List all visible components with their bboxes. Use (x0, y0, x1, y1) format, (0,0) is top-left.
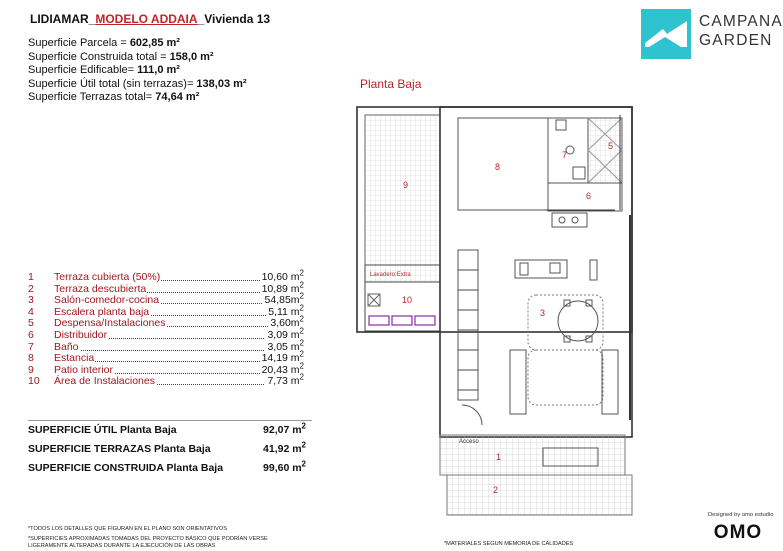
note-materiales: *MATERIALES SEGUN MEMORIA DE CALIDADES (444, 541, 574, 547)
logo-text (699, 12, 783, 50)
legend-row: 9 Patio interior 20,43 $m^2$ (28, 361, 304, 376)
legend-row: 10 Área de Instalaciones 7,73 $m^2$ (28, 372, 304, 388)
title-model: MODELO ADDAIA (95, 12, 198, 26)
logo-line-2: GARDEN (699, 32, 773, 49)
svg-text:OMO: OMO (713, 522, 763, 542)
designed-by-text: Designed by omo estudio (708, 512, 774, 518)
legend-row: 8 Estancia 14,19 $m^2$ (28, 349, 304, 365)
note-superficies: *SUPERFICIES APROXIMADAS TOMADAS DEL PROYECTO BÁSICO QUE PODRÍAN VERSE (28, 536, 268, 542)
legend-row: 2 Terraza descubierta 10,89 $m^2$ (28, 280, 304, 295)
total-row-util: SUPERFICIE ÚTIL Planta Baja 92,07 $m^2$ (28, 420, 312, 440)
spec-terrazas: Superficie Terrazas total= 74,64 m² (28, 91, 200, 103)
legend-row: 3 Salón-comedor-cocina $54,85m^2$ (28, 291, 304, 307)
logo-line-1: CAMPANA (699, 13, 783, 30)
title-suffix: _Vivienda 13 (197, 12, 271, 26)
total-row-terrazas: SUPERFICIE TERRAZAS Planta Baja 41,92 $m^2$ (28, 440, 306, 455)
room-2-label: 2 (493, 485, 499, 495)
room-7-label: 7 (562, 150, 568, 160)
room-9-label: 9 (403, 180, 409, 190)
legend-row: 5 Despensa/Instalaciones $3,60m^2$ (28, 314, 304, 330)
legend-row: 1 Terraza cubierta (50%) 10,60 $m^2$ (28, 268, 304, 283)
footnotes (28, 526, 268, 550)
note-orientativos: *TODOS LOS DETALLES QUE FIGURAN EN EL PLANO SON ORIENTATIVOS (28, 526, 227, 532)
legend-row: 6 Distribuidor 3,09 $m^2$ (28, 326, 304, 341)
room-3-label: 3 (540, 308, 546, 318)
room-6-label: 6 (586, 191, 592, 201)
surface-specs (28, 37, 247, 105)
room-8-label: 8 (495, 162, 501, 172)
total-row-construida: SUPERFICIE CONSTRUIDA Planta Baja 99,60 $m^2$ (28, 459, 306, 474)
document-title (30, 12, 270, 26)
spec-construida: Superficie Construida total = 158,0 m² (28, 50, 214, 63)
omo-studio-credit (708, 512, 773, 547)
room-legend (28, 268, 318, 388)
legend-row: 7 Baño 3,05 $m^2$ (28, 338, 304, 353)
acceso-label: Acceso (459, 439, 479, 445)
plan-title: Planta Baja (360, 77, 422, 91)
omo-logo-icon (710, 520, 766, 542)
room-1-label: 1 (496, 452, 502, 462)
room-10-label: 10 (402, 295, 413, 305)
legend-row: 4 Escalera planta baja 5,11 $m^2$ (28, 303, 304, 318)
lavadero-label: Lavadero:Extra (370, 272, 411, 278)
note-superficies-cont: LIGERAMENTE ALTERADAS DURANTE LA EJECUCIÓN DE LAS OBRAS (28, 543, 216, 549)
room-5-label: 5 (608, 141, 614, 151)
spec-edificable: Superficie Edificable= 111,0 m² (28, 64, 180, 76)
surface-totals (28, 420, 312, 478)
spec-parcela: Superficie Parcela = 602,85 m² (28, 37, 180, 49)
floor-plan (350, 100, 650, 520)
title-prefix: LIDIAMAR_ (30, 12, 96, 26)
spec-util: Superficie Útil total (sin terrazas)= 138,03 m² (28, 77, 247, 90)
